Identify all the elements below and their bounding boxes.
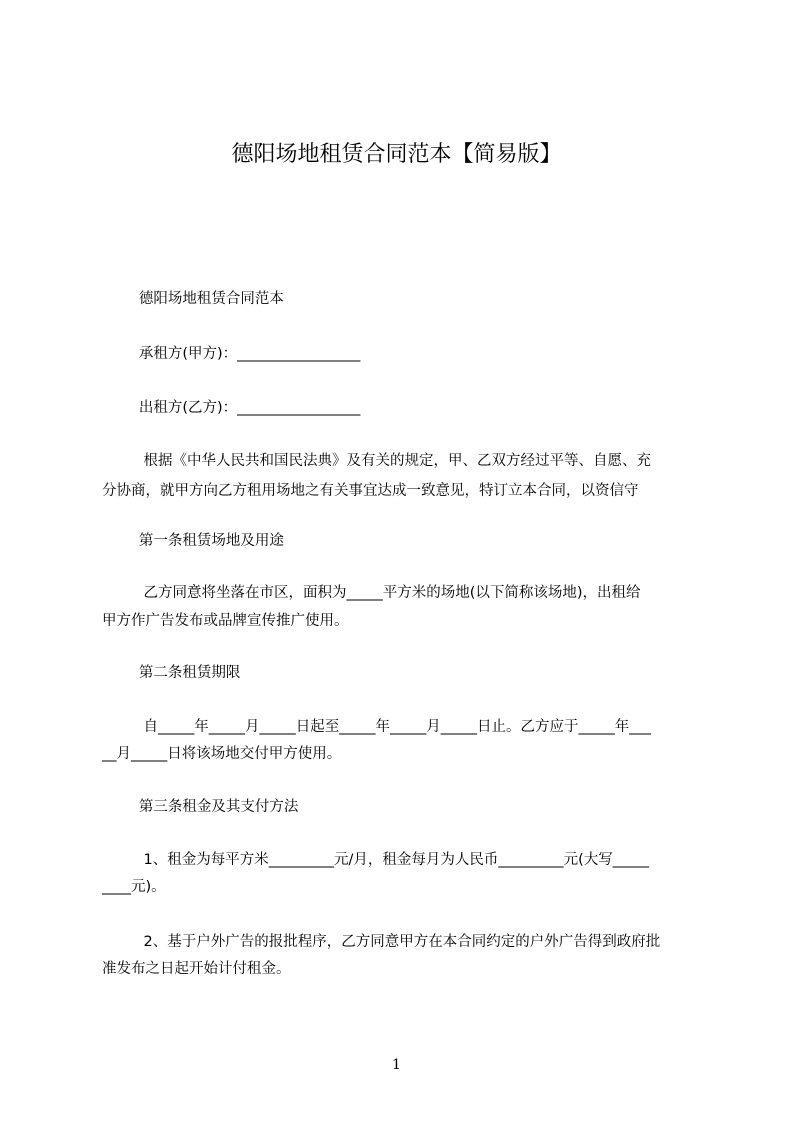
preamble-line-1: 根据《中华人民共和国民法典》及有关的规定，甲、乙双方经过平等、自愿、充	[102, 453, 651, 469]
article3-heading: 第三条租金及其支付方法	[102, 799, 299, 815]
article3-item1-line-2: ____元)。	[102, 879, 166, 895]
lessor-line: 出租方(乙方)：_________________	[102, 400, 361, 416]
article1-heading: 第一条租赁场地及用途	[102, 533, 284, 549]
article3-item2-line-1: 2、基于户外广告的报批程序，乙方同意甲方在本合同约定的户外广告得到政府批	[102, 934, 661, 950]
preamble-line-2: 分协商，就甲方向乙方租用场地之有关事宜达成一致意见，特订立本合同，以资信守	[102, 483, 639, 499]
article2-body-line-1: 自_____年_____月_____日起至_____年_____月_____日止。乙方应于_____年___	[102, 719, 651, 735]
article2-body-line-2: __月_____日将该场地交付甲方使用。	[102, 746, 342, 762]
article1-body-line-2: 甲方作广告发布或品牌宣传推广使用。	[102, 613, 349, 629]
document-title: 德阳场地租赁合同范本【简易版】	[231, 142, 562, 167]
lessee-line: 承租方(甲方)：_________________	[102, 346, 361, 362]
article3-item1-line-1: 1、租金为每平方米_________元/月，租金每月为人民币_________元(大写_____	[102, 852, 649, 868]
article1-body-line-1: 乙方同意将坐落在市区，面积为_____平方米的场地(以下简称该场地)，出租给	[102, 585, 641, 601]
page-number: 1	[392, 1057, 401, 1073]
subtitle-line: 德阳场地租赁合同范本	[102, 291, 284, 307]
article2-heading: 第二条租赁期限	[102, 665, 241, 681]
article3-item2-line-2: 准发布之日起开始计付租金。	[102, 961, 291, 977]
